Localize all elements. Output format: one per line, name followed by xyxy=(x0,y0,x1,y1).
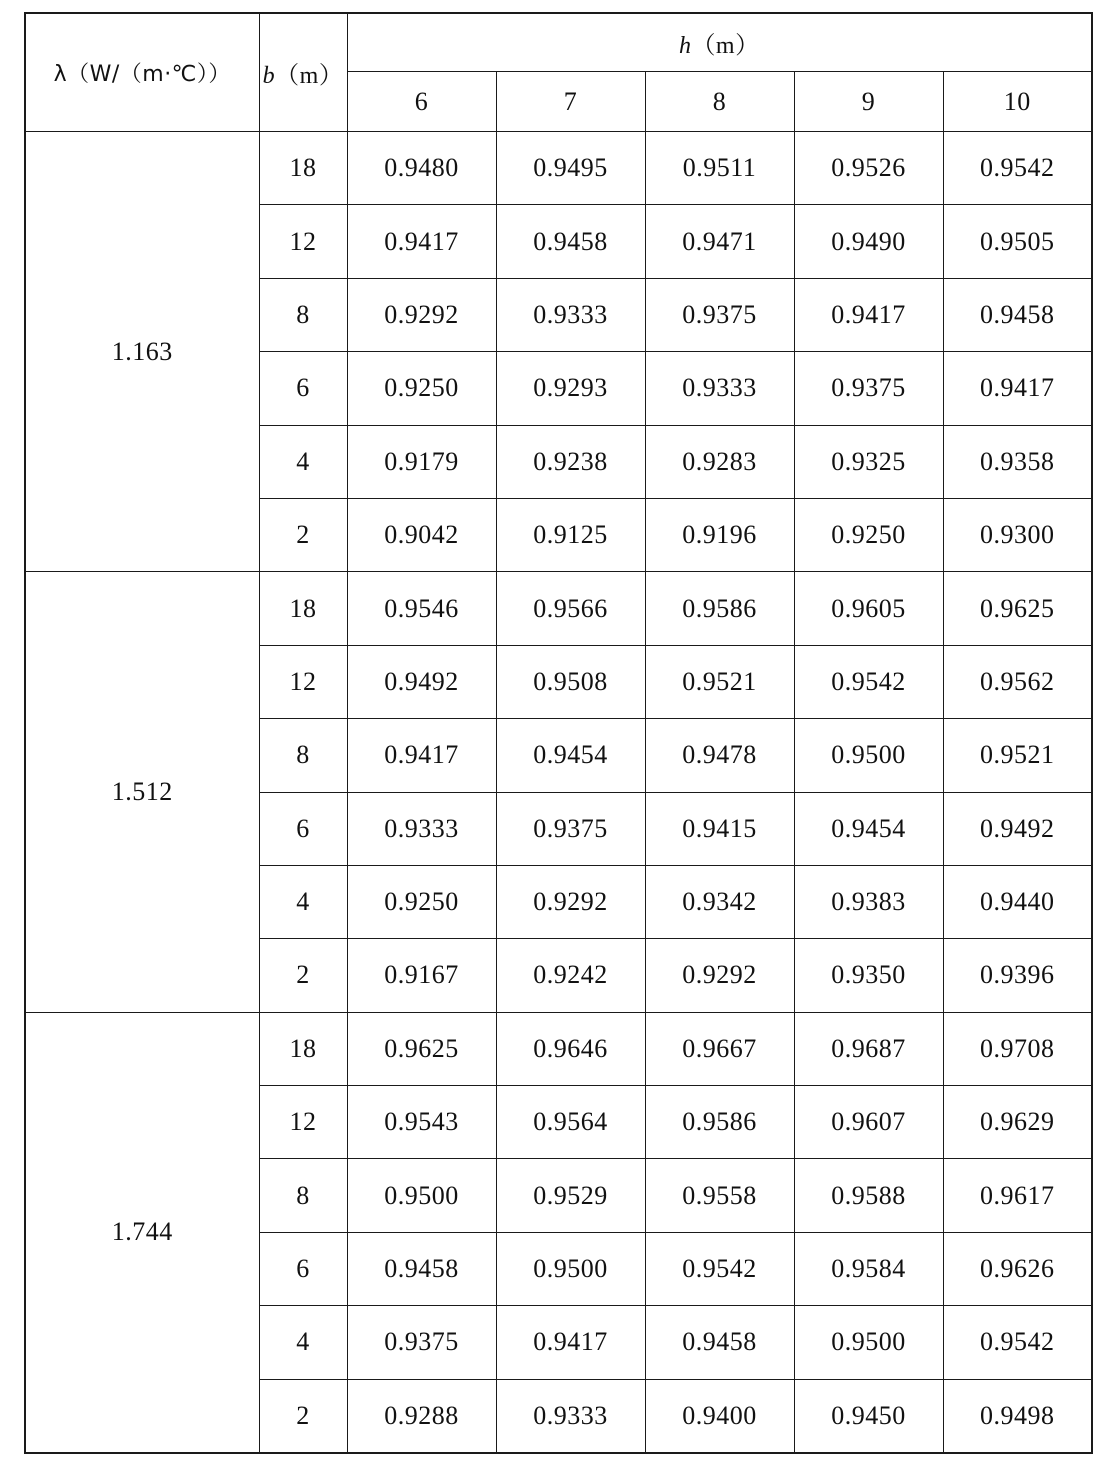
coefficient-cell: 0.9300 xyxy=(943,498,1092,571)
coefficient-cell: 0.9500 xyxy=(496,1232,645,1305)
coefficient-cell: 0.9417 xyxy=(496,1306,645,1379)
b-variable: b xyxy=(262,63,276,89)
coefficient-cell: 0.9625 xyxy=(347,1012,496,1085)
b-value: 6 xyxy=(259,352,347,425)
coefficient-cell: 0.9454 xyxy=(496,719,645,792)
coefficient-cell: 0.9625 xyxy=(943,572,1092,645)
coefficient-cell: 0.9396 xyxy=(943,939,1092,1012)
coefficient-cell: 0.9521 xyxy=(943,719,1092,792)
coefficient-cell: 0.9480 xyxy=(347,132,496,205)
h-value-header: 7 xyxy=(496,72,645,132)
coefficient-cell: 0.9521 xyxy=(645,645,794,718)
coefficient-cell: 0.9498 xyxy=(943,1379,1092,1453)
table-row xyxy=(25,572,1092,645)
coefficient-cell: 0.9605 xyxy=(794,572,943,645)
coefficient-cell: 0.9179 xyxy=(347,425,496,498)
table-row xyxy=(25,1012,1092,1085)
coefficient-cell: 0.9586 xyxy=(645,572,794,645)
coefficient-cell: 0.9125 xyxy=(496,498,645,571)
b-value: 8 xyxy=(259,1159,347,1232)
coefficient-cell: 0.9375 xyxy=(794,352,943,425)
coefficient-cell: 0.9492 xyxy=(347,645,496,718)
coefficient-cell: 0.9543 xyxy=(347,1086,496,1159)
coefficient-cell: 0.9250 xyxy=(347,352,496,425)
coefficient-cell: 0.9415 xyxy=(645,792,794,865)
coefficient-cell: 0.9375 xyxy=(645,278,794,351)
coefficient-cell: 0.9440 xyxy=(943,865,1092,938)
coefficient-cell: 0.9495 xyxy=(496,132,645,205)
b-value: 18 xyxy=(259,1012,347,1085)
coefficient-cell: 0.9500 xyxy=(794,1306,943,1379)
coefficient-cell: 0.9417 xyxy=(794,278,943,351)
coefficient-cell: 0.9505 xyxy=(943,205,1092,278)
coefficient-cell: 0.9542 xyxy=(794,645,943,718)
coefficient-cell: 0.9687 xyxy=(794,1012,943,1085)
b-value: 8 xyxy=(259,719,347,792)
coefficient-cell: 0.9400 xyxy=(645,1379,794,1453)
coefficient-cell: 0.9333 xyxy=(496,278,645,351)
coefficient-cell: 0.9342 xyxy=(645,865,794,938)
coefficient-cell: 0.9529 xyxy=(496,1159,645,1232)
coefficient-cell: 0.9196 xyxy=(645,498,794,571)
coefficient-cell: 0.9542 xyxy=(943,132,1092,205)
table-row xyxy=(25,132,1092,205)
coefficient-cell: 0.9542 xyxy=(943,1306,1092,1379)
lambda-header: λ（W/（m·℃）） xyxy=(25,13,259,132)
b-value: 2 xyxy=(259,1379,347,1453)
coefficient-cell: 0.9333 xyxy=(645,352,794,425)
coefficient-cell: 0.9417 xyxy=(347,205,496,278)
coefficient-cell: 0.9586 xyxy=(645,1086,794,1159)
coefficient-cell: 0.9478 xyxy=(645,719,794,792)
coefficient-cell: 0.9626 xyxy=(943,1232,1092,1305)
coefficient-cell: 0.9450 xyxy=(794,1379,943,1453)
coefficient-cell: 0.9458 xyxy=(347,1232,496,1305)
coefficient-cell: 0.9708 xyxy=(943,1012,1092,1085)
coefficient-cell: 0.9292 xyxy=(347,278,496,351)
h-value-header: 8 xyxy=(645,72,794,132)
lambda-value: 1.163 xyxy=(25,132,259,572)
coefficient-cell: 0.9042 xyxy=(347,498,496,571)
coefficient-cell: 0.9417 xyxy=(347,719,496,792)
b-value: 12 xyxy=(259,645,347,718)
coefficient-cell: 0.9646 xyxy=(496,1012,645,1085)
b-header xyxy=(259,13,347,132)
b-value: 4 xyxy=(259,865,347,938)
coefficient-cell: 0.9167 xyxy=(347,939,496,1012)
b-value: 4 xyxy=(259,425,347,498)
coefficient-cell: 0.9500 xyxy=(347,1159,496,1232)
b-value: 18 xyxy=(259,132,347,205)
b-unit: （m） xyxy=(275,63,344,89)
coefficient-cell: 0.9288 xyxy=(347,1379,496,1453)
coefficient-cell: 0.9242 xyxy=(496,939,645,1012)
coefficient-cell: 0.9358 xyxy=(943,425,1092,498)
lambda-value: 1.744 xyxy=(25,1012,259,1453)
coefficient-cell: 0.9293 xyxy=(496,352,645,425)
coefficient-cell: 0.9564 xyxy=(496,1086,645,1159)
h-value-header: 6 xyxy=(347,72,496,132)
coefficient-cell: 0.9558 xyxy=(645,1159,794,1232)
coefficient-cell: 0.9546 xyxy=(347,572,496,645)
b-value: 8 xyxy=(259,278,347,351)
coefficient-cell: 0.9250 xyxy=(794,498,943,571)
coefficient-cell: 0.9454 xyxy=(794,792,943,865)
coefficient-cell: 0.9566 xyxy=(496,572,645,645)
b-value: 12 xyxy=(259,1086,347,1159)
coefficient-cell: 0.9292 xyxy=(645,939,794,1012)
coefficient-cell: 0.9562 xyxy=(943,645,1092,718)
h-value-header: 9 xyxy=(794,72,943,132)
coefficient-cell: 0.9292 xyxy=(496,865,645,938)
coefficient-cell: 0.9283 xyxy=(645,425,794,498)
h-value-header: 10 xyxy=(943,72,1092,132)
coefficient-cell: 0.9383 xyxy=(794,865,943,938)
b-value: 2 xyxy=(259,939,347,1012)
lambda-value: 1.512 xyxy=(25,572,259,1012)
coefficient-cell: 0.9458 xyxy=(943,278,1092,351)
coefficient-cell: 0.9607 xyxy=(794,1086,943,1159)
coefficient-cell: 0.9458 xyxy=(496,205,645,278)
coefficient-cell: 0.9588 xyxy=(794,1159,943,1232)
coefficient-cell: 0.9490 xyxy=(794,205,943,278)
coefficient-cell: 0.9375 xyxy=(347,1306,496,1379)
coefficient-cell: 0.9238 xyxy=(496,425,645,498)
coefficient-cell: 0.9511 xyxy=(645,132,794,205)
coefficient-cell: 0.9500 xyxy=(794,719,943,792)
b-value: 6 xyxy=(259,1232,347,1305)
coefficient-cell: 0.9667 xyxy=(645,1012,794,1085)
coefficient-cell: 0.9508 xyxy=(496,645,645,718)
coefficient-cell: 0.9417 xyxy=(943,352,1092,425)
b-value: 6 xyxy=(259,792,347,865)
coefficient-table xyxy=(24,12,1093,1454)
b-value: 12 xyxy=(259,205,347,278)
coefficient-cell: 0.9333 xyxy=(496,1379,645,1453)
b-value: 4 xyxy=(259,1306,347,1379)
coefficient-cell: 0.9492 xyxy=(943,792,1092,865)
header-row xyxy=(25,13,1092,72)
b-value: 2 xyxy=(259,498,347,571)
b-value: 18 xyxy=(259,572,347,645)
coefficient-cell: 0.9325 xyxy=(794,425,943,498)
h-header xyxy=(347,13,1092,72)
coefficient-cell: 0.9629 xyxy=(943,1086,1092,1159)
coefficient-cell: 0.9250 xyxy=(347,865,496,938)
table-body xyxy=(25,132,1092,1454)
coefficient-cell: 0.9458 xyxy=(645,1306,794,1379)
coefficient-cell: 0.9526 xyxy=(794,132,943,205)
h-unit: （m） xyxy=(691,33,760,59)
coefficient-cell: 0.9617 xyxy=(943,1159,1092,1232)
h-variable: h xyxy=(678,33,692,59)
coefficient-cell: 0.9333 xyxy=(347,792,496,865)
coefficient-cell: 0.9471 xyxy=(645,205,794,278)
coefficient-cell: 0.9350 xyxy=(794,939,943,1012)
coefficient-cell: 0.9584 xyxy=(794,1232,943,1305)
coefficient-cell: 0.9375 xyxy=(496,792,645,865)
coefficient-cell: 0.9542 xyxy=(645,1232,794,1305)
